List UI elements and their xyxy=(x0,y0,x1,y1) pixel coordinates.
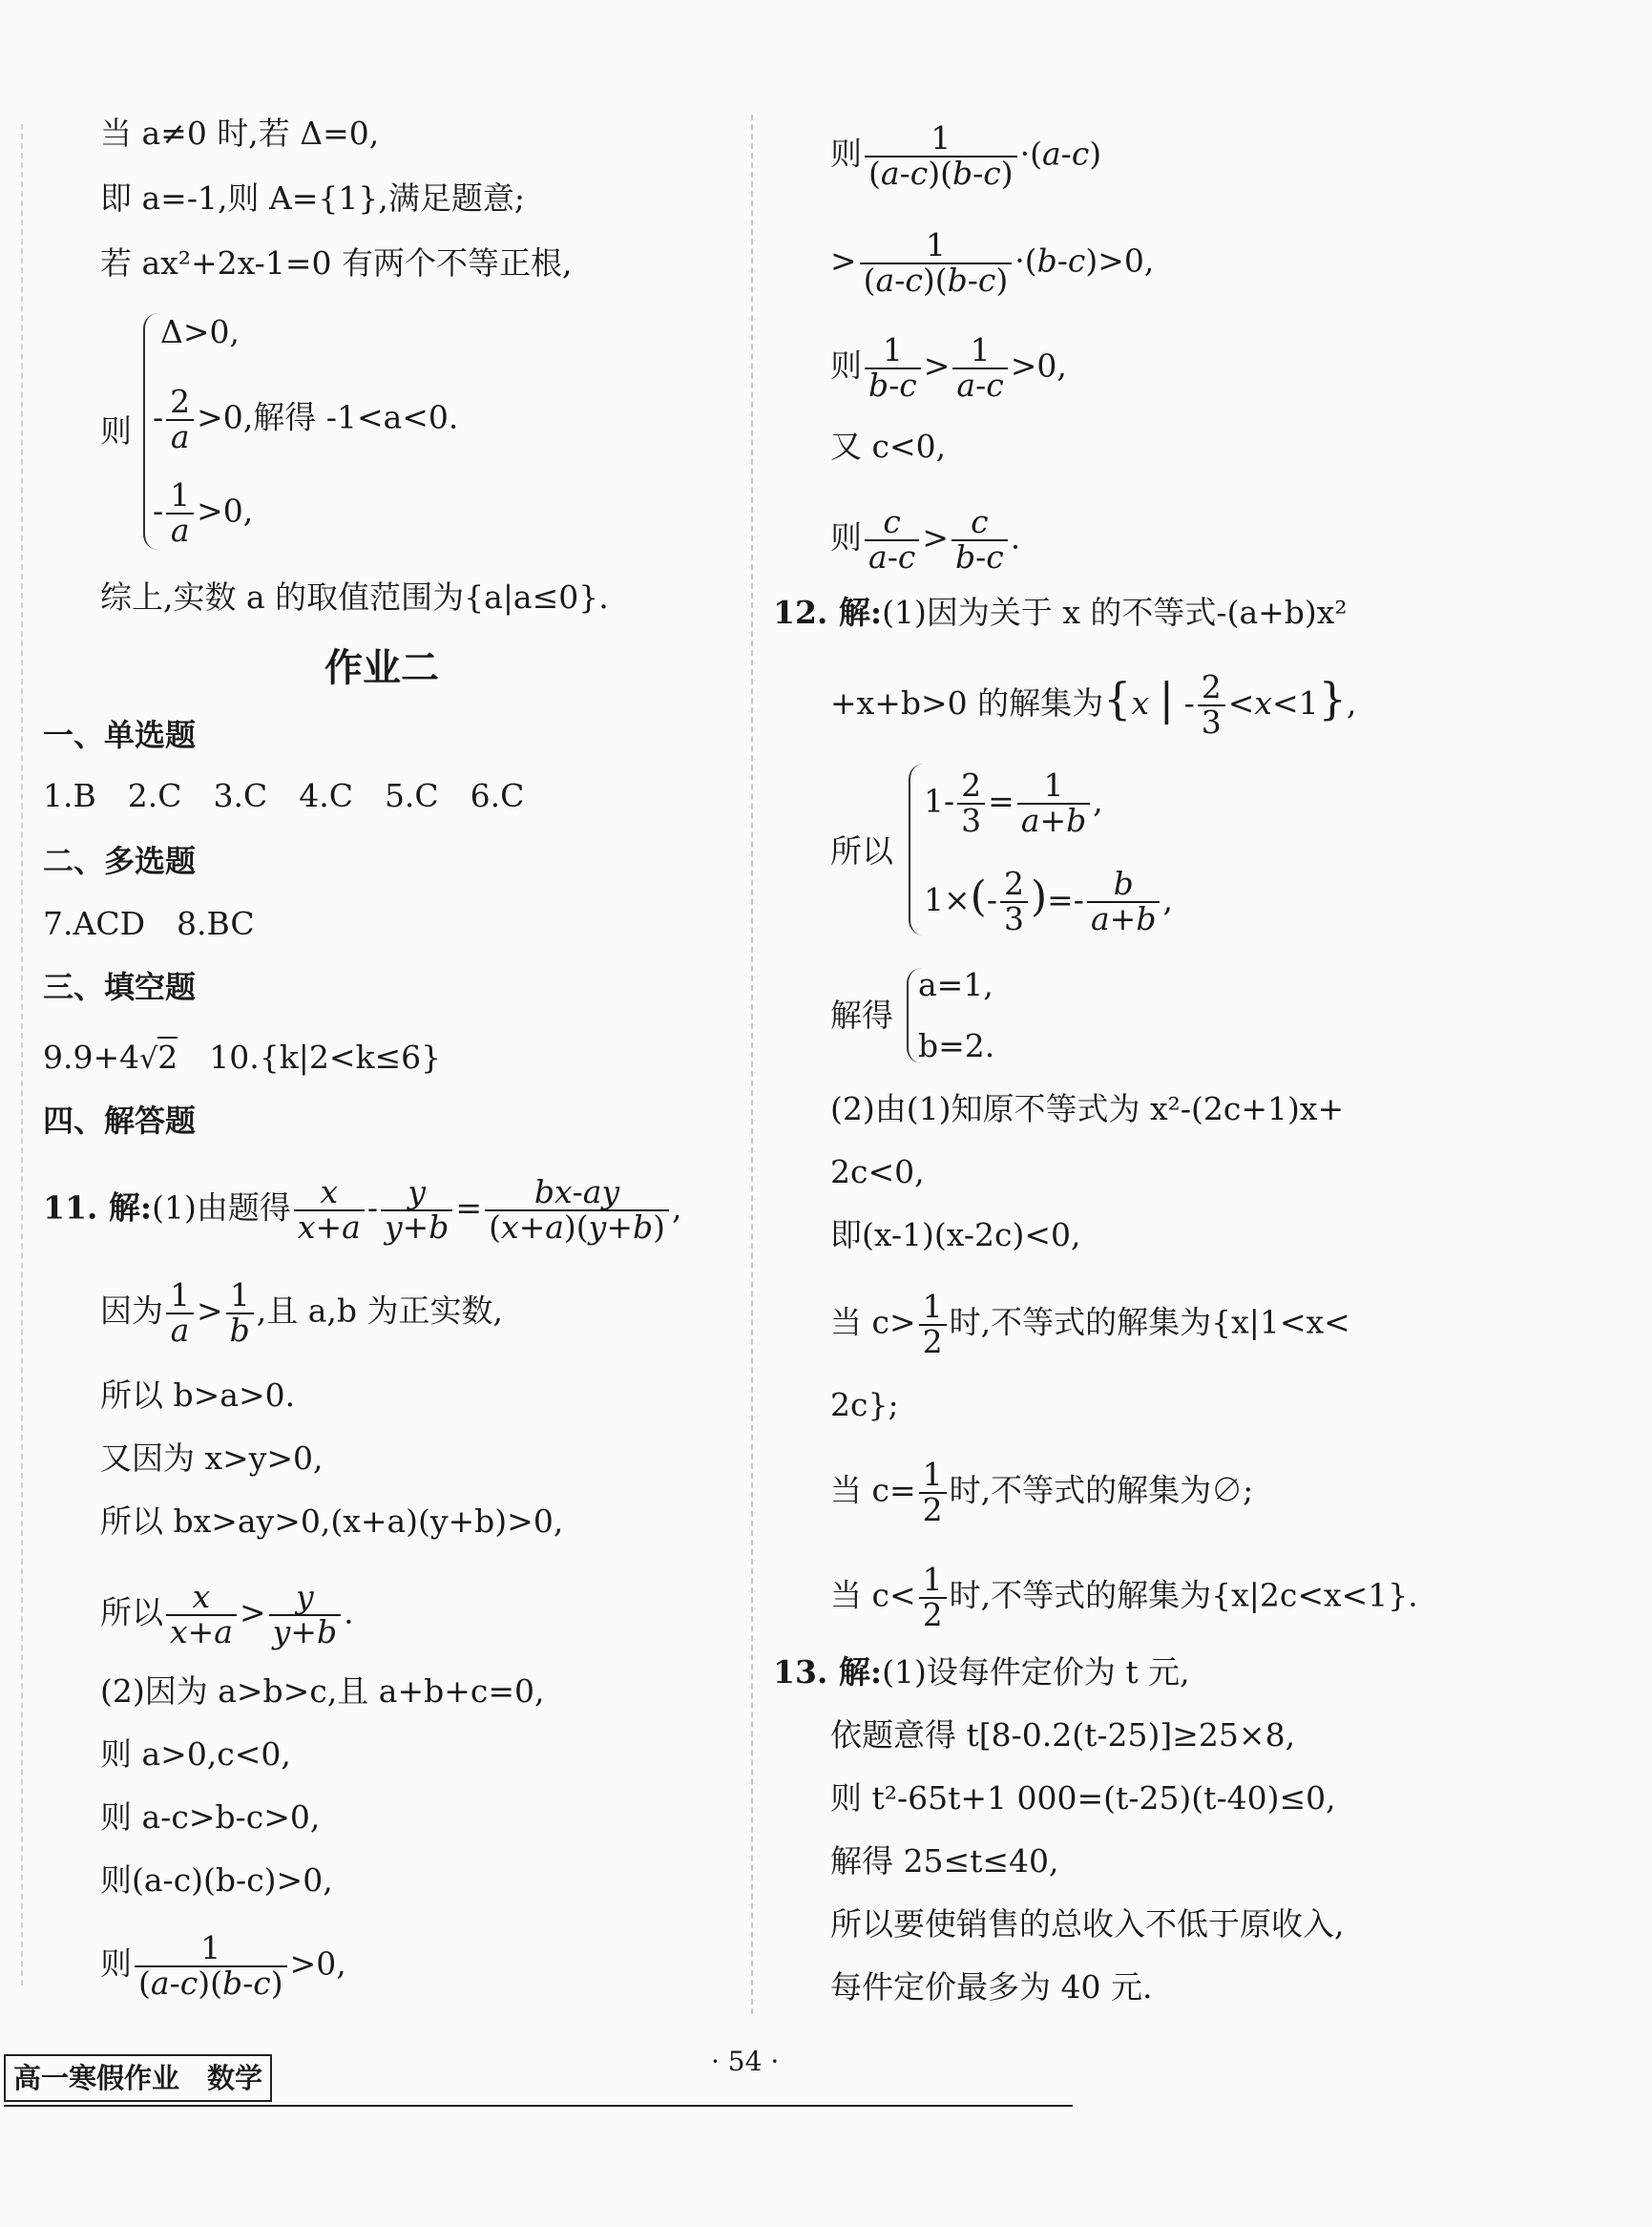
text-line: 依题意得 t[8-0.2(t-25)]≥25×8, xyxy=(830,1716,1296,1754)
fraction: $\frac{1}{a}$ xyxy=(166,1279,194,1347)
text-line: 则 t²-65t+1 000=(t-25)(t-40)≤0, xyxy=(830,1779,1336,1817)
text-line: 所以 bx>ay>0,(x+a)(y+b)>0, xyxy=(100,1502,564,1540)
text-line: (2)因为 a>b>c,且 a+b+c=0, xyxy=(100,1672,545,1710)
text-line: 则 a>0,c<0, xyxy=(100,1735,291,1773)
text-line: 所以要使销售的总收入不低于原收入, xyxy=(830,1905,1345,1943)
math-line: 则 $\frac{1}{(a-c)(b-c)}$ ·(a-c) xyxy=(830,119,1102,192)
text-line: 又因为 x>y>0, xyxy=(100,1439,324,1477)
fraction: $\frac{y}{y+b}$ xyxy=(269,1581,341,1649)
text-line: 2c<0, xyxy=(830,1153,925,1190)
fraction: $\frac{1}{a}$ xyxy=(166,479,194,547)
column-divider xyxy=(751,115,753,2014)
math-line: 则 $\frac{1}{b-c}$ > $\frac{1}{a-c}$ >0, xyxy=(830,331,1067,404)
answer-line: 1.B 2.C 3.C 4.C 5.C 6.C xyxy=(43,777,525,814)
text-line: 所以 xyxy=(830,832,893,870)
section-heading: 二、多选题 xyxy=(43,843,197,879)
fraction: $\frac{1}{b-c}$ xyxy=(865,334,921,402)
text-line: 即 a=-1,则 A={1},满足题意; xyxy=(100,179,526,217)
fraction: $\frac{x}{x+a}$ xyxy=(166,1581,237,1649)
text-line: 12. 解:(1)因为关于 x 的不等式-(a+b)x² xyxy=(773,594,1348,631)
text-line: 解得 xyxy=(830,997,893,1034)
margin-guide xyxy=(21,124,23,1985)
fraction: $\frac{c}{b-c}$ xyxy=(951,506,1008,574)
text-line: 综上,实数 a 的取值范围为{a|a≤0}. xyxy=(100,578,609,616)
math-line: 1×(- $\frac{2}{3}$ )=- $\frac{b}{a+b}$ , xyxy=(924,865,1173,937)
footer-rule xyxy=(4,2105,1073,2107)
math-line: 所以 $\frac{x}{x+a}$ > $\frac{y}{y+b}$ . xyxy=(100,1578,354,1650)
fraction: $\frac{1}{2}$ xyxy=(919,1459,947,1526)
math-line: +x+b>0 的解集为{x | - $\frac{2}{3}$ <x<1}, xyxy=(830,668,1357,741)
fraction: $\frac{1}{a+b}$ xyxy=(1017,769,1090,837)
text-line: 则(a-c)(b-c)>0, xyxy=(100,1861,333,1899)
fraction: $\frac{2}{3}$ xyxy=(1000,868,1028,935)
fraction: $\frac{1}{(a-c)(b-c)}$ xyxy=(865,122,1017,190)
math-line: 1- $\frac{2}{3}$ = $\frac{1}{a+b}$ , xyxy=(924,767,1103,839)
text-line: 解得 25≤t≤40, xyxy=(830,1842,1059,1880)
fraction: $\frac{x}{x+a}$ xyxy=(294,1176,365,1244)
math-line: > $\frac{1}{(a-c)(b-c)}$ ·(b-c)>0, xyxy=(830,226,1155,299)
section-heading: 三、填空题 xyxy=(43,969,197,1005)
math-line: a=1, xyxy=(918,966,993,1003)
text-line: 2c}; xyxy=(830,1386,899,1423)
page-number: · 54 · xyxy=(711,2046,780,2077)
brace xyxy=(909,764,924,935)
fraction: $\frac{2}{3}$ xyxy=(1198,671,1225,739)
text-line: 又 c<0, xyxy=(830,428,947,465)
text-line: 则 a-c>b-c>0, xyxy=(100,1798,321,1836)
math-line: 11. 解:(1)由题得 $\frac{x}{x+a}$ - $\frac{y}{y+b}$ = $\frac{bx-ay}{(x+a)(y+b)}$ , xyxy=(43,1173,682,1246)
section-heading: 一、单选题 xyxy=(43,717,197,753)
fraction: $\frac{y}{y+b}$ xyxy=(381,1176,452,1244)
text-line: 则 xyxy=(100,412,132,450)
text-line: (2)由(1)知原不等式为 x²-(2c+1)x+ xyxy=(830,1090,1345,1127)
math-line: 因为 $\frac{1}{a}$ > $\frac{1}{b}$ ,且 a,b 为正实数, xyxy=(100,1276,504,1349)
math-line: 当 c< $\frac{1}{2}$ 时,不等式的解集为{x|2c<x<1}. xyxy=(830,1561,1418,1633)
math-line: 当 c> $\frac{1}{2}$ 时,不等式的解集为{x|1<x< xyxy=(830,1288,1350,1360)
text-line: 若 ax²+2x-1=0 有两个不等正根, xyxy=(100,244,573,282)
fraction: $\frac{1}{2}$ xyxy=(919,1564,947,1631)
math-line: 则 $\frac{1}{(a-c)(b-c)}$ >0, xyxy=(100,1929,346,2002)
fraction: $\frac{2}{3}$ xyxy=(957,769,985,837)
math-line: - $\frac{2}{a}$ >0,解得 -1<a<0. xyxy=(153,383,459,455)
fraction: $\frac{bx-ay}{(x+a)(y+b)}$ xyxy=(485,1176,669,1244)
footer-label: 高一寒假作业 数学 xyxy=(4,2054,272,2102)
fraction: $\frac{1}{a-c}$ xyxy=(952,334,1007,402)
math-line: Δ>0, xyxy=(160,313,240,350)
answer-line: 7.ACD 8.BC xyxy=(43,905,255,942)
fraction: $\frac{1}{b}$ xyxy=(226,1279,254,1347)
text-line: 13. 解:(1)设每件定价为 t 元, xyxy=(773,1653,1190,1691)
fraction: $\frac{b}{a+b}$ xyxy=(1087,868,1160,935)
section-heading: 四、解答题 xyxy=(43,1103,197,1139)
math-line: - $\frac{1}{a}$ >0, xyxy=(153,476,254,549)
text-line: 每件定价最多为 40 元. xyxy=(830,1968,1153,2006)
section-title: 作业二 xyxy=(324,646,439,690)
fraction: $\frac{2}{a}$ xyxy=(166,386,194,453)
fraction: $\frac{c}{a-c}$ xyxy=(865,506,919,574)
fraction: $\frac{1}{(a-c)(b-c)}$ xyxy=(135,1932,287,2000)
math-line: 当 c= $\frac{1}{2}$ 时,不等式的解集为∅; xyxy=(830,1456,1254,1528)
text-line: 所以 b>a>0. xyxy=(100,1376,296,1414)
math-line: 则 $\frac{c}{a-c}$ > $\frac{c}{b-c}$ . xyxy=(830,503,1021,576)
math-line: b=2. xyxy=(918,1027,995,1064)
fraction: $\frac{1}{2}$ xyxy=(919,1291,947,1358)
text-line: 即(x-1)(x-2c)<0, xyxy=(830,1216,1081,1253)
text-line: 当 a≠0 时,若 Δ=0, xyxy=(100,115,380,152)
fraction: $\frac{1}{(a-c)(b-c)}$ xyxy=(860,229,1013,297)
answer-line: 9.9+4√2 10.{k|2<k≤6} xyxy=(43,1039,442,1076)
